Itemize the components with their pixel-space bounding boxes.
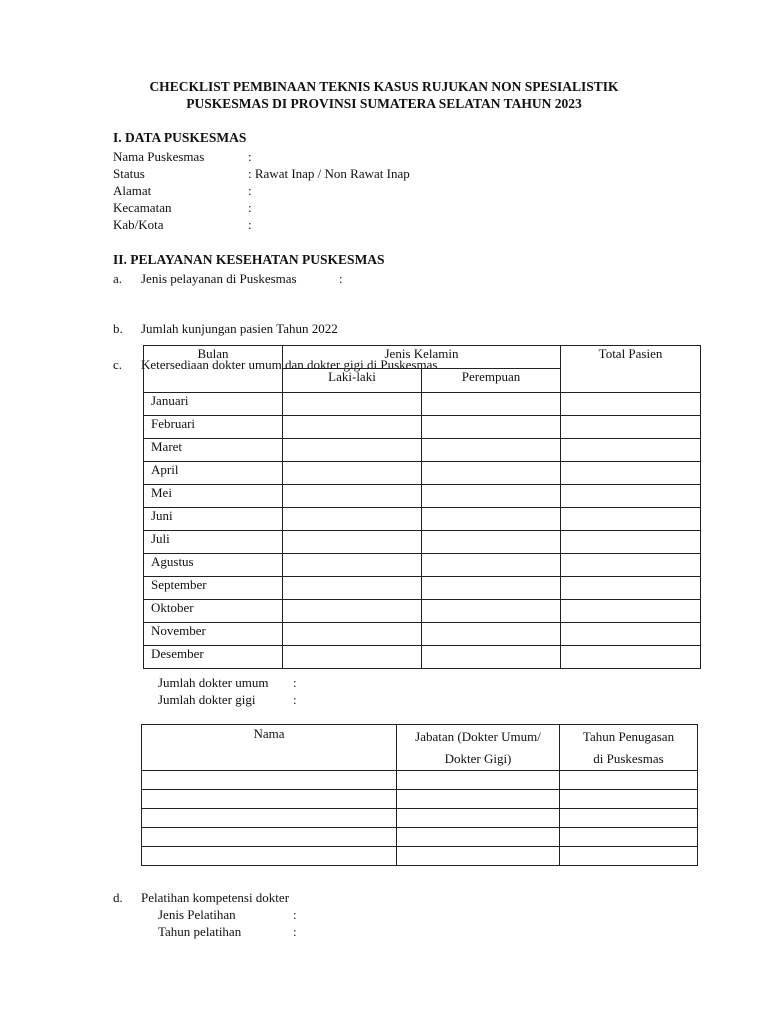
header-tahun-line-1: Tahun Penugasan: [582, 729, 675, 744]
jenis-pelatihan-label: Jenis Pelatihan: [158, 907, 236, 922]
table-row: [142, 847, 698, 866]
table-row: [142, 790, 698, 809]
cell-perempuan[interactable]: [422, 416, 561, 439]
cell-laki-laki[interactable]: [283, 416, 422, 439]
month-cell: Juli: [144, 531, 283, 554]
cell-perempuan[interactable]: [422, 623, 561, 646]
cell-total[interactable]: [561, 646, 701, 669]
item-d-marker: d.: [113, 890, 123, 905]
cell-jabatan[interactable]: [397, 771, 560, 790]
month-cell: Mei: [144, 485, 283, 508]
month-cell: November: [144, 623, 283, 646]
cell-perempuan[interactable]: [422, 508, 561, 531]
cell-jabatan[interactable]: [397, 828, 560, 847]
item-c-marker: c.: [113, 357, 123, 372]
field-label-kabkota: Kab/Kota: [113, 217, 164, 232]
cell-perempuan[interactable]: [422, 554, 561, 577]
cell-nama[interactable]: [142, 828, 397, 847]
dokter-umum-colon: :: [293, 675, 297, 690]
month-cell: Agustus: [144, 554, 283, 577]
field-label-kecamatan: Kecamatan: [113, 200, 172, 215]
header-jabatan-line-1: Jabatan (Dokter Umum/: [415, 729, 541, 744]
table-row: [144, 646, 701, 669]
cell-perempuan[interactable]: [422, 485, 561, 508]
jenis-pelatihan-colon: :: [293, 907, 297, 922]
cell-laki-laki[interactable]: [283, 577, 422, 600]
cell-total[interactable]: [561, 531, 701, 554]
month-cell: April: [144, 462, 283, 485]
cell-laki-laki[interactable]: [283, 600, 422, 623]
cell-laki-laki[interactable]: [283, 439, 422, 462]
cell-tahun[interactable]: [560, 790, 698, 809]
header-tahun-line-2: di Puskesmas: [593, 751, 664, 766]
month-cell: Oktober: [144, 600, 283, 623]
field-value-nama: :: [248, 149, 252, 164]
field-value-status: : Rawat Inap / Non Rawat Inap: [248, 166, 410, 181]
header-perempuan: Perempuan: [422, 369, 561, 393]
cell-jabatan[interactable]: [397, 790, 560, 809]
item-a-text: Jenis pelayanan di Puskesmas: [141, 271, 297, 286]
item-b-text: Jumlah kunjungan pasien Tahun 2022: [141, 321, 338, 336]
tahun-pelatihan-colon: :: [293, 924, 297, 939]
cell-total[interactable]: [561, 462, 701, 485]
cell-perempuan[interactable]: [422, 600, 561, 623]
table-row: [144, 531, 701, 554]
header-laki-laki: Laki-laki: [283, 369, 422, 393]
table-row: [144, 623, 701, 646]
month-cell: Maret: [144, 439, 283, 462]
cell-laki-laki[interactable]: [283, 531, 422, 554]
header-nama: Nama: [142, 725, 397, 771]
cell-total[interactable]: [561, 439, 701, 462]
cell-nama[interactable]: [142, 771, 397, 790]
cell-perempuan[interactable]: [422, 577, 561, 600]
field-label-status: Status: [113, 166, 145, 181]
tahun-pelatihan-label: Tahun pelatihan: [158, 924, 242, 939]
item-b-marker: b.: [113, 321, 123, 336]
field-value-alamat: :: [248, 183, 252, 198]
cell-laki-laki[interactable]: [283, 462, 422, 485]
cell-laki-laki[interactable]: [283, 393, 422, 416]
table-row: [144, 600, 701, 623]
month-cell: September: [144, 577, 283, 600]
cell-perempuan[interactable]: [422, 393, 561, 416]
cell-tahun[interactable]: [560, 809, 698, 828]
cell-total[interactable]: [561, 393, 701, 416]
field-value-kabkota: :: [248, 217, 252, 232]
cell-laki-laki[interactable]: [283, 623, 422, 646]
table-row: [144, 577, 701, 600]
section-1-heading: I. DATA PUSKESMAS: [113, 130, 247, 145]
cell-jabatan[interactable]: [397, 809, 560, 828]
header-jabatan-line-2: Dokter Gigi): [444, 751, 512, 766]
item-d-text: Pelatihan kompetensi dokter: [141, 890, 290, 905]
table-row: [144, 439, 701, 462]
cell-total[interactable]: [561, 577, 701, 600]
header-jenis-kelamin: Jenis Kelamin: [283, 346, 561, 369]
cell-total[interactable]: [561, 600, 701, 623]
cell-laki-laki[interactable]: [283, 485, 422, 508]
dokter-umum-label: Jumlah dokter umum: [158, 675, 269, 690]
cell-total[interactable]: [561, 485, 701, 508]
month-cell: Desember: [144, 646, 283, 669]
cell-total[interactable]: [561, 554, 701, 577]
month-cell: Februari: [144, 416, 283, 439]
item-a-colon: :: [339, 271, 343, 286]
table-row: [144, 554, 701, 577]
dokter-gigi-label: Jumlah dokter gigi: [158, 692, 256, 707]
cell-nama[interactable]: [142, 790, 397, 809]
cell-total[interactable]: [561, 508, 701, 531]
cell-tahun[interactable]: [560, 828, 698, 847]
table-row: [144, 508, 701, 531]
field-value-kecamatan: :: [248, 200, 252, 215]
item-a-marker: a.: [113, 271, 123, 286]
table-row: [144, 462, 701, 485]
month-cell: Juni: [144, 508, 283, 531]
header-tahun-penugasan: [560, 725, 698, 771]
cell-laki-laki[interactable]: [283, 646, 422, 669]
field-label-nama: Nama Puskesmas: [113, 149, 205, 164]
doctor-table: [141, 724, 698, 866]
field-label-alamat: Alamat: [113, 183, 152, 198]
cell-tahun[interactable]: [560, 771, 698, 790]
table-row: [142, 828, 698, 847]
cell-perempuan[interactable]: [422, 462, 561, 485]
cell-total[interactable]: [561, 623, 701, 646]
cell-nama[interactable]: [142, 847, 397, 866]
table-row: [144, 393, 701, 416]
cell-jabatan[interactable]: [397, 847, 560, 866]
title-line-1: CHECKLIST PEMBINAAN TEKNIS KASUS RUJUKAN NON SPESIALISTIK: [149, 79, 619, 94]
month-cell: Januari: [144, 393, 283, 416]
table-row: [144, 416, 701, 439]
cell-tahun[interactable]: [560, 847, 698, 866]
title-line-2: PUSKESMAS DI PROVINSI SUMATERA SELATAN TAHUN 2023: [186, 96, 582, 111]
cell-perempuan[interactable]: [422, 439, 561, 462]
header-jabatan: [397, 725, 560, 771]
visit-table: [143, 345, 701, 669]
cell-total[interactable]: [561, 416, 701, 439]
dokter-gigi-colon: :: [293, 692, 297, 707]
section-2-heading: II. PELAYANAN KESEHATAN PUSKESMAS: [113, 252, 385, 267]
cell-nama[interactable]: [142, 809, 397, 828]
cell-perempuan[interactable]: [422, 531, 561, 554]
header-total-pasien: Total Pasien: [561, 346, 701, 393]
cell-laki-laki[interactable]: [283, 508, 422, 531]
item-c-text: Ketersediaan dokter umum dan dokter gigi di Puskesmas: [141, 357, 438, 372]
table-row: [144, 485, 701, 508]
table-row: [142, 809, 698, 828]
table-row: [142, 771, 698, 790]
header-bulan: Bulan: [144, 346, 283, 393]
cell-perempuan[interactable]: [422, 646, 561, 669]
cell-laki-laki[interactable]: [283, 554, 422, 577]
